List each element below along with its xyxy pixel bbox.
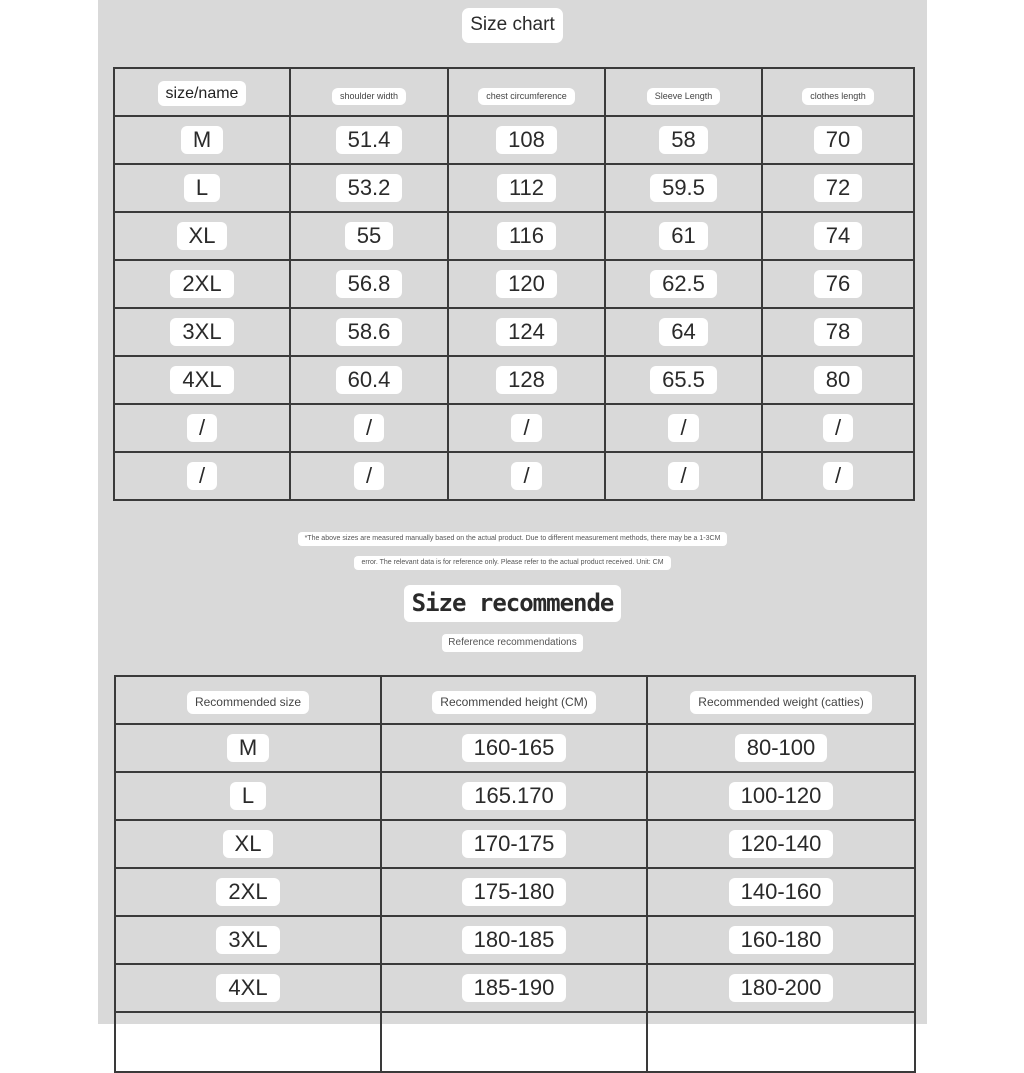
header-cell [290, 68, 448, 116]
table-cell: / [762, 404, 914, 452]
header-shoulder-width: shoulder width [332, 88, 406, 105]
table-cell: 76 [762, 260, 914, 308]
table-cell [115, 1012, 381, 1072]
table-cell: 60.4 [290, 356, 448, 404]
table-cell: 128 [448, 356, 605, 404]
table-cell: 140-160 [647, 868, 915, 916]
size-chart-table [113, 67, 915, 501]
table-row [115, 820, 915, 868]
header-recommended-height: Recommended height (CM) [432, 691, 595, 713]
table-cell: 185-190 [381, 964, 647, 1012]
table-cell: 4XL [114, 356, 290, 404]
table-cell: 78 [762, 308, 914, 356]
header-cell [381, 676, 647, 724]
table-cell: 80 [762, 356, 914, 404]
header-chest-circumference: chest circumference [478, 88, 575, 105]
table-cell: 120 [448, 260, 605, 308]
table-row [114, 212, 914, 260]
table-cell: XL [114, 212, 290, 260]
table-cell: / [605, 452, 762, 500]
header-cell [762, 68, 914, 116]
table-cell: 62.5 [605, 260, 762, 308]
table-row [114, 164, 914, 212]
table-cell: 58.6 [290, 308, 448, 356]
header-size-name: size/name [158, 81, 247, 106]
table-cell: 120-140 [647, 820, 915, 868]
header-cell [115, 676, 381, 724]
table-cell: 53.2 [290, 164, 448, 212]
table-cell: 2XL [115, 868, 381, 916]
size-chart-header-row [114, 68, 914, 116]
header-cell [114, 68, 290, 116]
table-cell: L [114, 164, 290, 212]
table-row [115, 868, 915, 916]
table-row [114, 116, 914, 164]
table-cell: 72 [762, 164, 914, 212]
table-cell: 160-180 [647, 916, 915, 964]
table-cell: 180-185 [381, 916, 647, 964]
table-cell: 58 [605, 116, 762, 164]
table-cell: 160-165 [381, 724, 647, 772]
table-row [115, 916, 915, 964]
header-sleeve-length: Sleeve Length [647, 88, 721, 105]
size-recommendation-table [114, 675, 916, 1073]
table-cell: 55 [290, 212, 448, 260]
table-cell: XL [115, 820, 381, 868]
table-cell [381, 1012, 647, 1072]
table-row [115, 772, 915, 820]
table-cell: 56.8 [290, 260, 448, 308]
table-cell: 108 [448, 116, 605, 164]
header-clothes-length: clothes length [802, 88, 874, 105]
size-guide-panel [98, 0, 927, 1024]
table-cell: M [114, 116, 290, 164]
table-cell: 180-200 [647, 964, 915, 1012]
table-cell: 100-120 [647, 772, 915, 820]
table-cell: 165.170 [381, 772, 647, 820]
measurement-note-line-2: error. The relevant data is for reference only. Please refer to the actual product received. Unit: CM [98, 556, 927, 570]
table-cell: 3XL [115, 916, 381, 964]
size-recommendation-title: Size recommende [98, 585, 927, 622]
header-cell [647, 676, 915, 724]
table-cell: 170-175 [381, 820, 647, 868]
table-cell: 124 [448, 308, 605, 356]
size-recommendation-subtitle: Reference recommendations [98, 634, 927, 652]
table-cell: 175-180 [381, 868, 647, 916]
table-cell: / [290, 452, 448, 500]
table-cell [647, 1012, 915, 1072]
table-cell: 65.5 [605, 356, 762, 404]
table-cell: / [605, 404, 762, 452]
table-cell: 2XL [114, 260, 290, 308]
table-cell: L [115, 772, 381, 820]
table-cell: / [114, 404, 290, 452]
table-cell: 74 [762, 212, 914, 260]
table-cell: / [762, 452, 914, 500]
table-cell: 59.5 [605, 164, 762, 212]
measurement-note-line-1: *The above sizes are measured manually based on the actual product. Due to different measurement methods, there may be a 1-3CM [98, 532, 927, 546]
table-row [114, 356, 914, 404]
header-cell [448, 68, 605, 116]
table-row [114, 404, 914, 452]
table-row [114, 308, 914, 356]
table-cell: / [448, 404, 605, 452]
table-cell: 112 [448, 164, 605, 212]
table-cell: M [115, 724, 381, 772]
table-cell: / [448, 452, 605, 500]
table-row [115, 964, 915, 1012]
header-recommended-weight: Recommended weight (catties) [690, 691, 871, 713]
header-recommended-size: Recommended size [187, 691, 309, 713]
table-cell: 3XL [114, 308, 290, 356]
table-cell: / [114, 452, 290, 500]
table-row [114, 260, 914, 308]
table-cell: 116 [448, 212, 605, 260]
size-chart-title: Size chart [98, 8, 927, 43]
table-cell: 61 [605, 212, 762, 260]
table-row [114, 452, 914, 500]
header-cell [605, 68, 762, 116]
table-cell: 70 [762, 116, 914, 164]
table-cell: 64 [605, 308, 762, 356]
table-cell: / [290, 404, 448, 452]
table-row-cut-off [115, 1012, 915, 1072]
table-cell: 4XL [115, 964, 381, 1012]
table-cell: 80-100 [647, 724, 915, 772]
recommendation-header-row [115, 676, 915, 724]
table-row [115, 724, 915, 772]
table-cell: 51.4 [290, 116, 448, 164]
